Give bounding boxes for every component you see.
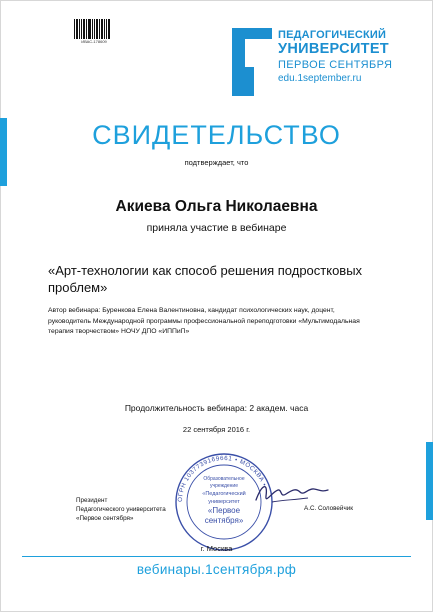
webinar-author [48, 306, 393, 338]
city: г. Москва [200, 544, 233, 553]
barcode [74, 19, 110, 39]
logo-line-2: УНИВЕРСИТЕТ [278, 41, 389, 57]
footer-divider [22, 556, 411, 557]
barcode-number: ИВАС-178609 [81, 39, 107, 44]
signatory-line-2: Педагогического университета [76, 506, 166, 513]
certificate-title: СВИДЕТЕЛЬСТВО [92, 120, 341, 150]
logo-line-1: ПЕДАГОГИЧЕСКИЙ [278, 29, 387, 41]
university-logo [232, 28, 402, 98]
stamp-inner-4: университет [208, 499, 240, 505]
stamp-inner-1: Образовательное [203, 476, 245, 482]
stamp-outer-text: ОГРН 1037739169661 • МОСКВА • [176, 454, 268, 503]
author-line-2: руководитель Международной программы профессиональной переподготовки «Мультимодальная [48, 317, 360, 325]
author-line-3: терапия творчеством» НОЧУ ДПО «ИППиП» [48, 328, 190, 335]
stamp-inner-5: «Первое [207, 506, 241, 515]
webinar-duration: Продолжительность вебинара: 2 академ. часа [124, 403, 309, 413]
participant-name: Акиева Ольга Николаевна [115, 198, 318, 215]
logo-url: edu.1september.ru [278, 73, 362, 84]
certificate-subtitle: подтверждает, что [184, 158, 249, 167]
participation-text: приняла участие в вебинаре [146, 222, 287, 234]
signatory-line-3: «Первое сентября» [76, 515, 134, 522]
signatory-line-1: Президент [76, 497, 108, 504]
author-line-1: Автор вебинара: Буренкова Елена Валентиновна, кандидат психологических наук, доцент, [48, 307, 335, 314]
stamp-inner-3: «Педагогический [202, 491, 246, 497]
webinar-topic: «Арт-технологии как способ решения подростковых проблем» [48, 263, 363, 295]
stamp-inner-6: сентября» [204, 516, 244, 525]
signatory-name: А.С. Соловейчик [304, 505, 354, 512]
stamp-inner-2: учреждение [210, 483, 238, 489]
right-accent-bar [426, 442, 433, 520]
certificate-date: 22 сентября 2016 г. [182, 425, 251, 434]
signatory-title [76, 496, 166, 523]
logo-line-3: ПЕРВОЕ СЕНТЯБРЯ [278, 59, 393, 71]
logo-mark-icon [232, 28, 272, 96]
footer-url: вебинары.1сентября.рф [136, 562, 297, 577]
